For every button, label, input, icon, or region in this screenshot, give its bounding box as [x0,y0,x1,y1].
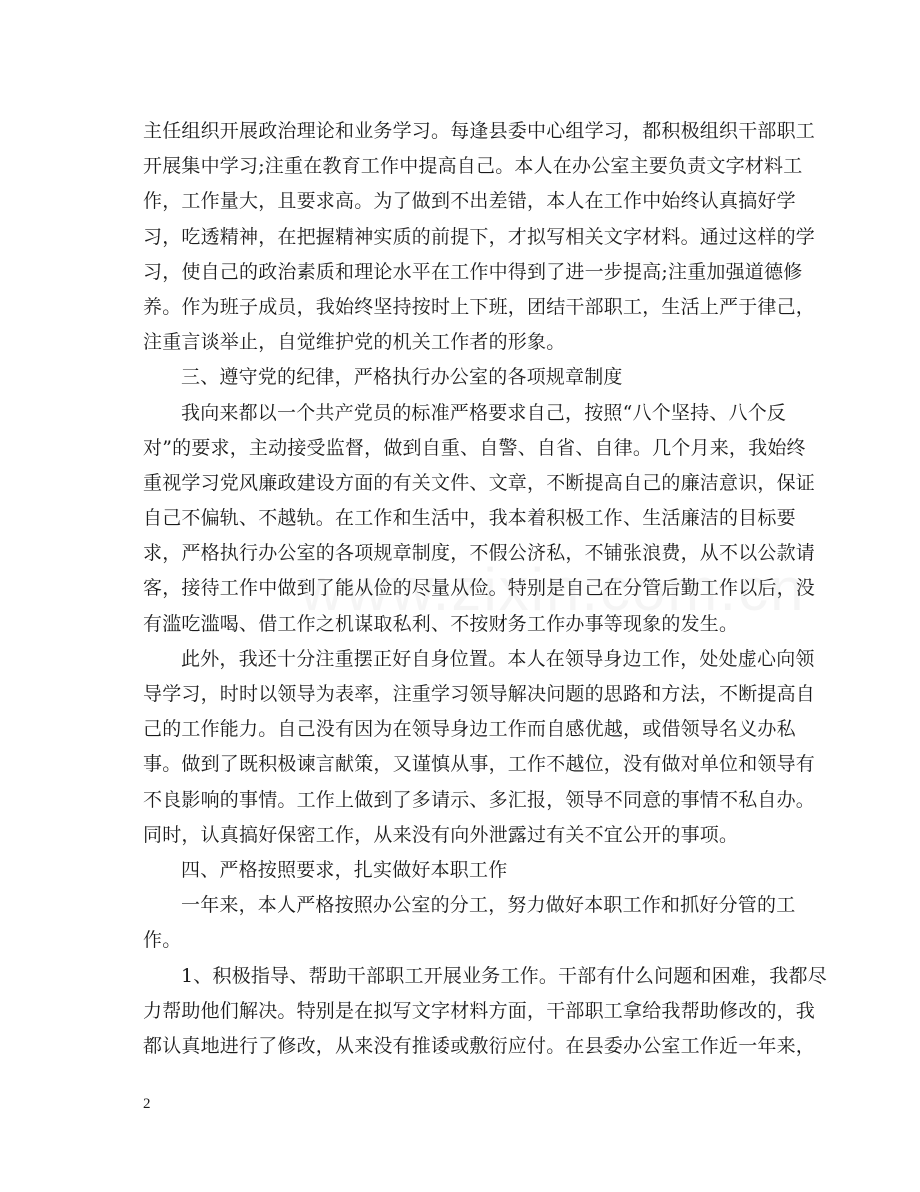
text-line: 注重言谈举止，自觉维护党的机关工作者的形象。 [143,331,566,354]
text-line: 习，使自己的政治素质和理论水平在工作中得到了进一步提高;注重加强道德修 [143,260,803,283]
page-number: 2 [143,1096,151,1112]
paragraph-start: 此外，我还十分注重摆正好自身位置。本人在领导身边工作，处处虚心向领 [181,647,815,670]
text-line: 力帮助他们解决。特别是在拟写文字材料方面，干部职工拿给我帮助修改的，我 [143,999,816,1022]
text-line: 不良影响的事情。工作上做到了多请示、多汇报，领导不同意的事情不私自办。 [143,788,816,811]
text-line: 事。做到了既积极谏言献策，又谨慎从事，工作不越位，没有做对单位和领导有 [143,753,816,776]
text-line: 导学习，时时以领导为表率，注重学习领导解决问题的思路和方法，不断提高自 [143,683,816,705]
section-heading: 四、严格按照要求，扎实做好本职工作 [181,858,508,881]
text-line: 重视学习党风廉政建设方面的有关文件、文章，不断提高自己的廉洁意识，保证 [143,471,816,494]
paragraph-start: 一年来，本人严格按照办公室的分工，努力做好本职工作和抓好分管的工 [181,894,796,917]
text-line: 求，严格执行办公室的各项规章制度，不假公济私，不铺张浪费，从不以公款请 [143,542,816,565]
text-line: 有滥吃滥喝、借工作之机谋取私利、不按财务工作办事等现象的发生。 [143,612,739,635]
text-line: 开展集中学习;注重在教育工作中提高自己。本人在办公室主要负责文字材料工 [143,155,803,178]
text-line: 都认真地进行了修改，从来没有推诿或敷衍应付。在县委办公室工作近一年来， [143,1034,816,1057]
paragraph-start: 我向来都以一个共产党员的标准严格要求自己，按照“八个坚持、八个反 [181,401,787,424]
text-line: 对”的要求，主动接受监督，做到自重、自警、自省、自律。几个月来，我始终 [143,436,806,459]
text-line: 己的工作能力。自己没有因为在领导身边工作而自感优越，或借领导名义办私 [143,718,796,741]
text-line: 作，工作量大，且要求高。为了做到不出差错，本人在工作中始终认真搞好学 [143,190,796,213]
text-line: 客，接待工作中做到了能从俭的尽量从俭。特别是自己在分管后勤工作以后，没 [143,577,816,600]
paragraph-start: 1、积极指导、帮助干部职工开展业务工作。干部有什么问题和困难，我都尽 [181,964,827,987]
text-line: 主任组织开展政治理论和业务学习。每逢县委中心组学习，都积极组织干部职工 [143,120,816,142]
section-heading: 三、遵守党的纪律，严格执行办公室的各项规章制度 [181,366,623,389]
text-line: 作。 [143,929,182,952]
text-line: 养。作为班子成员，我始终坚持按时上下班，团结干部职工，生活上严于律己， [143,295,816,318]
text-line: 自己不偏轨、不越轨。在工作和生活中，我本着积极工作、生活廉洁的目标要 [143,507,796,530]
text-line: 同时，认真搞好保密工作，从来没有向外泄露过有关不宜公开的事项。 [143,823,739,846]
text-line: 习，吃透精神，在把握精神实质的前提下，才拟写相关文字材料。通过这样的学 [143,225,816,248]
body-text [143,114,827,1064]
